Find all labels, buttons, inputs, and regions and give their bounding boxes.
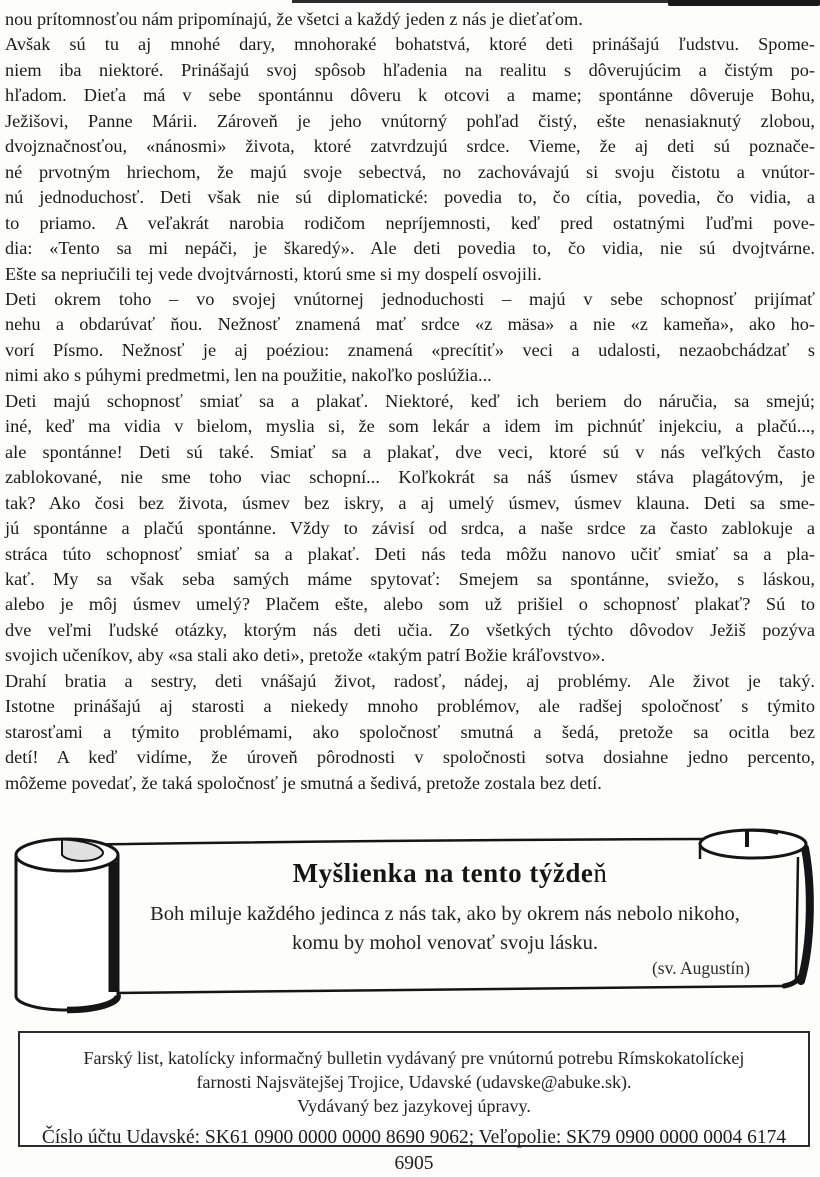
text-line: Ježišovi, Panne Márii. Zároveň je jeho vnútorný pohľad čistý, ešte nenasiaknutý zlobou,	[5, 110, 815, 131]
bulletin-info-line: farnosti Najsvätejšej Trojice, Udavské (udavske@abuke.sk).	[196, 1072, 632, 1092]
text-line: detí! A keď vidíme, že úroveň pôrodnosti v spoločnosti sotva dosiahne jedno percento,	[5, 747, 815, 768]
text-line: jú spontánne a plačú spontánne. Vždy to závisí od srdca, a naše srdce za často zablokuje a	[5, 518, 815, 539]
text-line: nú jednoduchosť. Deti však nie sú diplomatické: povedia to, čo cítia, povedia, čo vidia, a	[5, 187, 815, 208]
text-line: Deti okrem toho – vo svojej vnútornej jednoduchosti – majú v sebe schopnosť prijímať	[5, 288, 815, 309]
text-line: starosťami a týmito problémami, ako spoločnosť smutná a šedá, pretože sa ocitla bez	[5, 721, 815, 742]
bulletin-info-line: Farský list, katolícky informačný bulletin vydávaný pre vnútornú potrebu Rímskokatolíckej	[83, 1048, 745, 1068]
text-line: dve veľmi ľudské otázky, ktorým nás deti učia. Zo všetkých týchto dôvodov Ježiš pozýva	[5, 619, 815, 640]
text-line: dia: «Tento sa mi nepáči, je škaredý». Ale deti povedia to, čo vidia, nie sú dvojtvárne.	[5, 238, 815, 259]
text-line: to priamo. A veľakrát narobia rodičom nepríjemnosti, keď pred ostatnými ľuďmi pove-	[5, 212, 815, 233]
text-line: nimi ako s púhymi predmetmi, len na použitie, nakoľko poslúžia...	[5, 365, 492, 386]
banner-title	[126, 858, 774, 889]
text-line: nou prítomnosťou nám pripomínajú, že všetci a každý jeden z nás je dieťaťom.	[5, 9, 583, 29]
account-numbers: Číslo účtu Udavské: SK61 0900 0000 0000 8690 9062; Veľopolie: SK79 0900 0000 0004 6174 6905	[41, 1127, 787, 1174]
text-line: iné, keď ma vidia v bielom, myslia si, že som lekár a idem im pichnúť injekciu, a plačú...,	[5, 416, 815, 437]
text-line: dvojznačnosťou, «nánosmi» života, ktoré zatvrdzujú srdce. Vieme, že aj deti sú poznače-	[5, 136, 815, 157]
quote-attribution: (sv. Augustín)	[651, 958, 750, 978]
article-text	[5, 7, 815, 796]
text-line: vorí Písmo. Nežnosť je aj poéziou: znamená «precítiť» veci a udalosti, nezaobchádzať s	[5, 339, 815, 360]
bulletin-info-line: Vydávaný bez jazykovej úpravy.	[297, 1096, 531, 1116]
text-line: Drahí bratia a sestry, deti vnášajú život, radosť, nádej, aj problémy. Ale život je taký.	[5, 670, 815, 691]
quote-line: Boh miluje každého jedinca z nás tak, ako by okrem nás nebolo nikoho,	[150, 903, 740, 925]
text-line: tak? Ako čosi bez života, úsmev bez iskry, a aj umelý úsmev, úsmev klauna. Deti sa sme-	[5, 492, 815, 513]
text-line: nehu a obdarúvať ňou. Nežnosť znamená mať srdce «z mäsa» a nie «z kameňa», ako ho-	[5, 314, 815, 335]
text-line: môžeme povedať, že taká spoločnosť je smutná a šedivá, pretože zostala bez detí.	[5, 772, 602, 793]
quote-line: komu by mohol venovať svoju lásku.	[292, 932, 598, 954]
text-line: svojich učeníkov, aby «sa stali ako deti», pretože «takým patrí Božie kráľovstvo».	[5, 645, 606, 666]
text-line: né prvotným hriechom, že majú svoje sebectvá, no zachovávajú si svoju čistotu a vnútor-	[5, 161, 815, 182]
scan-artifact-line	[668, 0, 820, 6]
text-line: Ešte sa nepriučili tej vede dvojtvárnosti, ktorú sme si my dospelí osvojili.	[5, 263, 542, 284]
text-line: kať. My sa však seba samých máme spytovať: Smejem sa spontánne, sviežo, s láskou,	[5, 568, 815, 589]
text-line: zablokované, nie sme toho viac schopní... Koľkokrát sa náš úsmev stáva plagátovým, je	[5, 467, 815, 488]
text-line: Avšak sú tu aj mnohé dary, mnohoraké bohatstvá, ktoré deti prinášajú ľudstvu. Spome-	[5, 34, 815, 55]
text-line: stráca túto schopnosť smiať sa a plakať. Deti nás teda môžu nanovo učiť smiať sa a pla-	[5, 543, 815, 564]
text-line: ale spontánne! Deti sú také. Smiať sa a plakať, dve veci, ktoré sú v nás veľkých často	[5, 441, 815, 462]
bulletin-info-box	[18, 1031, 810, 1174]
text-line: alebo je môj úsmev umelý? Plačem ešte, alebo som už prišiel o schopnosť plakať? Sú to	[5, 594, 815, 615]
text-line: niem iba niektoré. Prinášajú svoj spôsob hľadenia na realitu s dôverujúcim a čistým po-	[5, 59, 815, 80]
text-line: hľadom. Dieťa má v sebe spontánnu dôveru k otcovi a mame; spontánne dôveruje Bohu,	[5, 85, 815, 106]
banner-title-regular: ň	[593, 858, 608, 888]
text-line: Deti majú schopnosť smiať sa a plakať. Niektoré, keď ich beriem do náručia, sa smejú;	[5, 390, 815, 411]
text-line: Istotne prinášajú aj starosti a niekedy mnoho problémov, ale radšej spoločnosť s týmito	[5, 696, 815, 717]
weekly-thought-banner	[6, 824, 814, 1016]
banner-title-bold: Myšlienka na tento týžde	[292, 858, 594, 888]
quote-text	[116, 900, 774, 958]
